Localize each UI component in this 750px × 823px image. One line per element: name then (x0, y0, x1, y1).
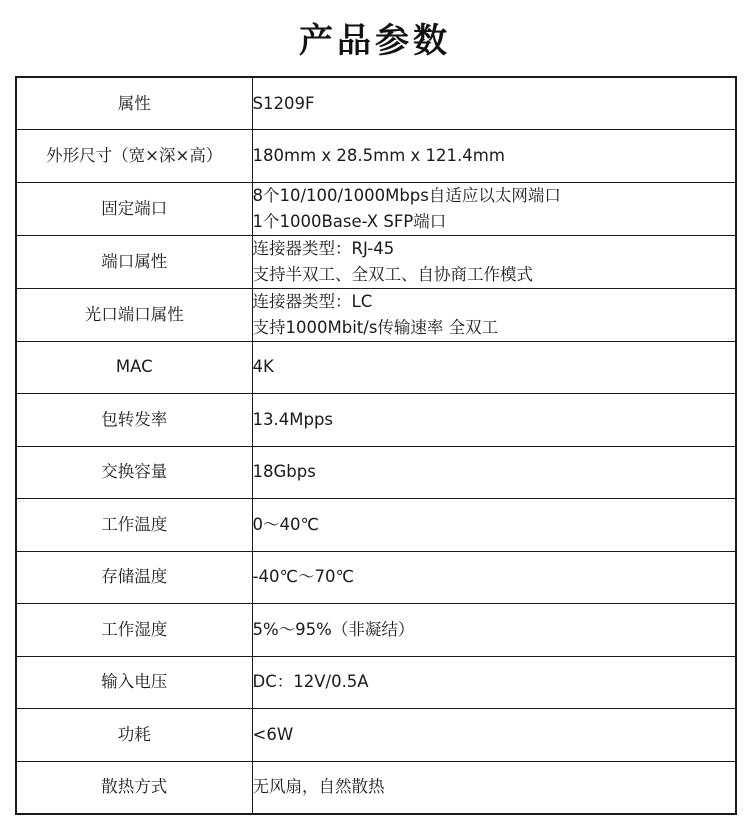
spec-table (15, 76, 737, 815)
spec-value-line: -40℃～70℃ (252, 567, 355, 587)
spec-row (16, 130, 736, 183)
spec-value (252, 761, 736, 814)
spec-value (252, 182, 736, 235)
spec-label: 外形尺寸（宽×深×高） (16, 130, 252, 183)
spec-value (252, 709, 736, 762)
spec-value (252, 551, 736, 604)
spec-value-line: 13.4Mpps (252, 409, 334, 429)
spec-label: 存储温度 (16, 551, 252, 604)
spec-value-line: 支持1000Mbit/s传输速率 全双工 (252, 317, 499, 337)
spec-label: MAC (16, 341, 252, 394)
spec-value-line: 支持半双工、全双工、自协商工作模式 (252, 264, 533, 284)
spec-row (16, 394, 736, 447)
spec-value (252, 288, 736, 341)
spec-value (252, 77, 736, 130)
spec-value (252, 499, 736, 552)
spec-label: 工作温度 (16, 499, 252, 552)
spec-row (16, 182, 736, 235)
spec-value (252, 130, 736, 183)
spec-value-line: <6W (252, 724, 294, 744)
spec-row (16, 77, 736, 130)
spec-value (252, 446, 736, 499)
spec-label: 包转发率 (16, 394, 252, 447)
page-title: 产品参数 (299, 21, 451, 61)
spec-row (16, 446, 736, 499)
spec-row (16, 656, 736, 709)
spec-label: 散热方式 (16, 761, 252, 814)
spec-value-line: 连接器类型：LC (252, 291, 373, 311)
spec-label: 工作湿度 (16, 604, 252, 657)
spec-label: 输入电压 (16, 656, 252, 709)
spec-value-line: 180mm x 28.5mm x 121.4mm (252, 145, 505, 165)
spec-row (16, 604, 736, 657)
spec-row (16, 235, 736, 288)
spec-row (16, 761, 736, 814)
spec-value-line: 18Gbps (252, 462, 316, 482)
spec-label: 端口属性 (16, 235, 252, 288)
spec-label: 光口端口属性 (16, 288, 252, 341)
spec-value-line: DC：12V/0.5A (252, 672, 369, 692)
spec-value (252, 394, 736, 447)
spec-value-line: 1个1000Base-X SFP端口 (252, 211, 447, 231)
spec-value-line: 8个10/100/1000Mbps自适应以太网端口 (252, 185, 561, 205)
spec-row (16, 551, 736, 604)
spec-value-line: 4K (252, 357, 274, 377)
spec-value (252, 341, 736, 394)
spec-row (16, 499, 736, 552)
spec-row (16, 288, 736, 341)
spec-label: 固定端口 (16, 182, 252, 235)
spec-value-line: 连接器类型：RJ-45 (252, 238, 395, 258)
spec-row (16, 709, 736, 762)
spec-label: 功耗 (16, 709, 252, 762)
spec-value-line: 0～40℃ (252, 514, 320, 534)
spec-value-line: 5%～95%（非凝结） (252, 619, 415, 639)
spec-value (252, 235, 736, 288)
spec-value-line: 无风扇，自然散热 (252, 777, 385, 796)
spec-value-line: S1209F (252, 93, 315, 113)
spec-label: 交换容量 (16, 446, 252, 499)
spec-value (252, 656, 736, 709)
spec-value (252, 604, 736, 657)
spec-row (16, 341, 736, 394)
spec-label: 属性 (16, 77, 252, 130)
